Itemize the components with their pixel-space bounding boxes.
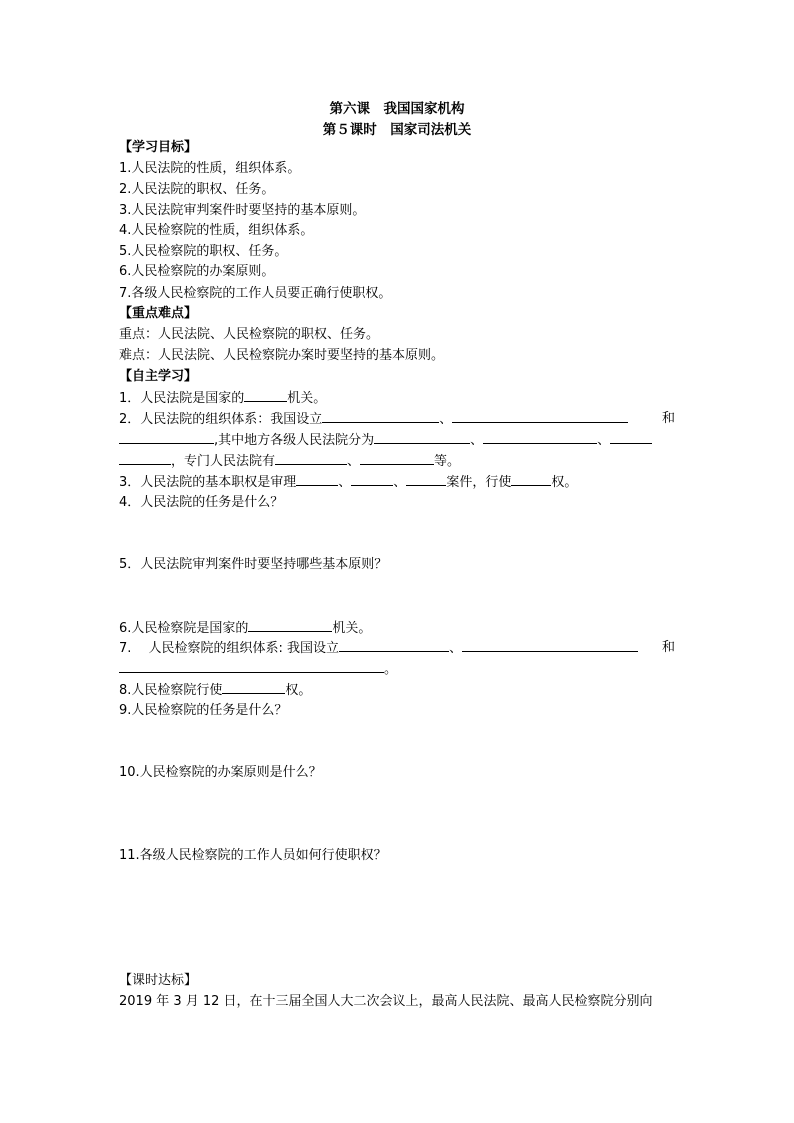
question-text: 和 xyxy=(661,411,675,426)
question-text: ,其中地方各级人民法院分为 xyxy=(214,433,375,448)
fill-blank[interactable] xyxy=(244,388,287,402)
question-text: 1．人民法院是国家的 xyxy=(119,391,245,406)
question-text: 8.人民检察院行使 xyxy=(119,683,223,698)
question-text: 等。 xyxy=(434,454,461,469)
fill-blank[interactable] xyxy=(406,472,446,486)
fill-blank[interactable] xyxy=(360,451,434,465)
question-2-cont xyxy=(119,430,652,450)
question-2-cont xyxy=(119,451,460,471)
lesson-check-heading: 【课时达标】 xyxy=(119,973,198,988)
question-6 xyxy=(119,618,371,638)
separator: 、 xyxy=(470,433,484,448)
lesson-subtitle: 第５课时 国家司法机关 xyxy=(322,122,472,138)
separator: 、 xyxy=(597,433,611,448)
separator: 、 xyxy=(338,475,352,490)
question-7-cont xyxy=(119,659,397,679)
fill-blank[interactable] xyxy=(119,659,384,673)
objective-item: 2.人民法院的职权、任务。 xyxy=(119,182,275,197)
question-text: 权。 xyxy=(285,683,312,698)
fill-blank[interactable] xyxy=(339,638,449,652)
question-8 xyxy=(119,680,311,700)
fill-blank[interactable] xyxy=(511,472,551,486)
question-text: 6.人民检察院是国家的 xyxy=(119,621,249,636)
question-9: 9.人民检察院的任务是什么？ xyxy=(119,703,288,718)
separator: 、 xyxy=(393,475,407,490)
separator: 、 xyxy=(449,641,463,656)
difficult-point: 难点：人民法院、人民检察院办案时要坚持的基本原则。 xyxy=(119,348,445,363)
separator: 、 xyxy=(347,454,361,469)
self-study-heading: 【自主学习】 xyxy=(119,369,198,384)
question-text: 。 xyxy=(384,662,398,677)
lesson-check-text: 2019 年 3 月 12 日，在十三届全国人大二次会议上，最高人民法院、最高人民检察院分别向 xyxy=(119,994,653,1009)
question-2 xyxy=(119,409,675,429)
objective-item: 1.人民法院的性质，组织体系。 xyxy=(119,161,301,176)
fill-blank[interactable] xyxy=(119,430,214,444)
question-text: 案件，行使 xyxy=(446,475,512,490)
fill-blank[interactable] xyxy=(610,430,652,444)
objectives-heading: 【学习目标】 xyxy=(119,140,198,155)
question-11: 11.各级人民检察院的工作人员如何行使职权？ xyxy=(119,848,387,863)
fill-blank[interactable] xyxy=(119,451,171,465)
question-3 xyxy=(119,472,577,492)
objective-item: 3.人民法院审判案件时要坚持的基本原则。 xyxy=(119,203,366,218)
fill-blank[interactable] xyxy=(322,409,439,423)
key-point: 重点：人民法院、人民检察院的职权、任务。 xyxy=(119,327,380,342)
question-1 xyxy=(119,388,326,408)
fill-blank[interactable] xyxy=(222,680,285,694)
question-text: ，专门人民法院有 xyxy=(171,454,276,469)
objective-item: 6.人民检察院的办案原则。 xyxy=(119,264,275,279)
fill-blank[interactable] xyxy=(462,638,638,652)
question-text: 3．人民法院的基本职权是审理 xyxy=(119,475,297,490)
question-10: 10.人民检察院的办案原则是什么？ xyxy=(119,765,322,780)
question-4: 4．人民法院的任务是什么？ xyxy=(119,495,284,510)
question-text: 权。 xyxy=(551,475,578,490)
question-text: 和 xyxy=(661,640,675,655)
fill-blank[interactable] xyxy=(275,451,347,465)
question-text: 机关。 xyxy=(332,621,372,636)
question-7 xyxy=(119,638,675,658)
fill-blank[interactable] xyxy=(296,472,338,486)
fill-blank[interactable] xyxy=(351,472,393,486)
question-text: 7. 人民检察院的组织体系: 我国设立 xyxy=(119,641,340,656)
fill-blank[interactable] xyxy=(248,618,332,632)
question-5: 5．人民法院审判案件时要坚持哪些基本原则？ xyxy=(119,557,388,572)
fill-blank[interactable] xyxy=(483,430,597,444)
objective-item: 7.各级人民检察院的工作人员要正确行使职权。 xyxy=(119,286,392,301)
lesson-title: 第六课 我国国家机构 xyxy=(329,101,465,117)
separator: 、 xyxy=(439,412,453,427)
key-points-heading: 【重点难点】 xyxy=(119,306,198,321)
objective-item: 4.人民检察院的性质，组织体系。 xyxy=(119,223,314,238)
question-text: 机关。 xyxy=(287,391,327,406)
objective-item: 5.人民检察院的职权、任务。 xyxy=(119,244,288,259)
fill-blank[interactable] xyxy=(374,430,470,444)
question-text: 2．人民法院的组织体系：我国设立 xyxy=(119,412,323,427)
fill-blank[interactable] xyxy=(452,409,628,423)
